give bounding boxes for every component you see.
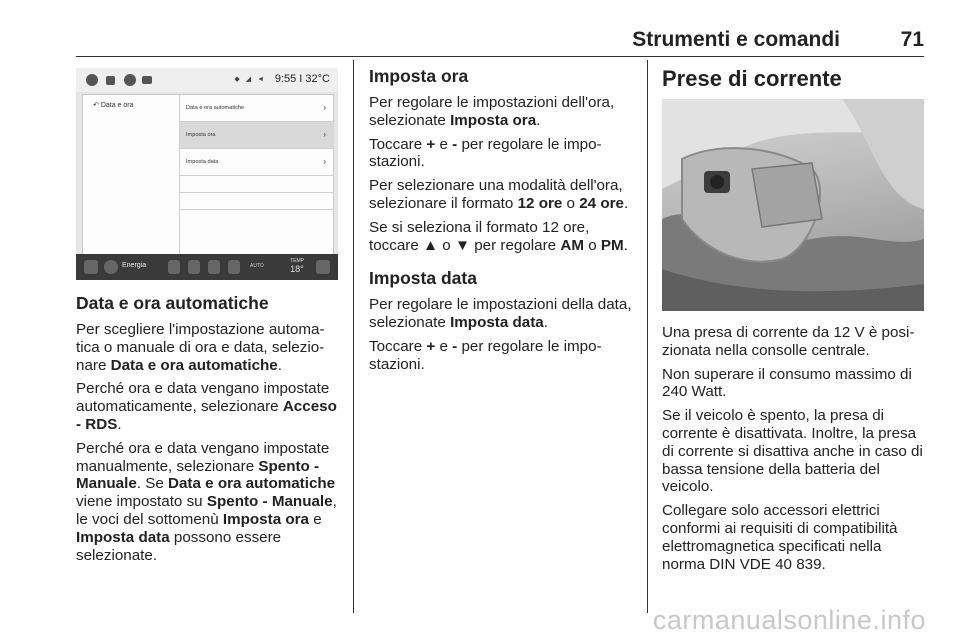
paragraph: Per regolare le impostazioni dell'ora, selezionate Imposta ora.: [369, 94, 615, 129]
apps-icon: [106, 76, 115, 85]
paragraph: Una presa di corrente da 12 V è posi-zionata nella consolle centrale.: [662, 324, 915, 359]
energy-label: Energia: [122, 262, 147, 269]
screen-row: Imposta data ›: [180, 149, 334, 176]
column-divider: [647, 60, 648, 613]
ac-icon: [228, 260, 240, 274]
screen-row: Data e ora automatiche ›: [180, 95, 334, 122]
column-2: [369, 66, 635, 380]
infotainment-screen-image: [76, 68, 338, 280]
column-1: [76, 293, 342, 570]
paragraph: Non superare il consumo massimo di 240 Watt.: [662, 365, 912, 401]
defrost-icon: [208, 260, 220, 274]
screen-status-bar: [76, 68, 338, 92]
chevron-right-icon: ›: [323, 157, 326, 166]
phone-icon: [142, 76, 152, 84]
page-header: [76, 26, 924, 56]
signal-icons: ◆ ◢ ◄: [234, 76, 266, 83]
screen-row-empty: [180, 193, 334, 210]
paragraph: Se il veicolo è spento, la presa di corrente è disattivata. Inoltre, la presa di corrente si disattiva anche in caso di bassa tensione della batteria del veicolo.: [662, 407, 923, 496]
section-heading: Imposta data: [369, 268, 477, 289]
screen-climate-bar: [76, 254, 338, 280]
section-heading: Imposta ora: [369, 66, 469, 86]
seat-heat-icon: [316, 260, 330, 274]
chevron-right-icon: ›: [323, 103, 326, 112]
fan-icon: [168, 260, 180, 274]
watermark: carmanualsonline.info: [652, 605, 926, 635]
screen-panel: [82, 94, 334, 256]
chevron-right-icon: ›: [323, 130, 326, 139]
paragraph: Collegare solo accessori elettrici conformi ai requisiti di compatibilità elettromagnetica specificati nella norma DIN VDE 40 839.: [662, 502, 898, 573]
paragraph: Se si seleziona il formato 12 ore, toccare ▲ o ▼ per regolare AM o PM.: [369, 218, 628, 254]
screen-row-empty: [180, 176, 334, 193]
section-title: Strumenti e comandi: [632, 28, 840, 51]
seat-icon: [84, 260, 98, 274]
paragraph: Perché ora e data vengano impostate manualmente, selezionare Spento - Manuale. Se Data e ora automatiche viene impostato su Spento - Manuale, le voci del sottomenù Imposta ora e Imposta data possono essere selezionate.: [76, 439, 337, 564]
energy-icon: [104, 260, 118, 274]
temp-readout: TEMP 18°: [290, 258, 304, 274]
power-outlet-illustration: [662, 99, 924, 311]
media-icon: [124, 74, 136, 86]
section-heading: Data e ora automatiche: [76, 293, 269, 313]
airflow-icon: [188, 260, 200, 274]
paragraph: Per scegliere l'impostazione automa-tica o manuale di ora e data, selezio-nare Data e ora automatiche.: [76, 321, 325, 374]
column-divider: [353, 60, 354, 613]
power-outlet-photo: [662, 99, 924, 311]
home-icon: [86, 74, 98, 86]
auto-label: AUTO: [250, 263, 264, 269]
paragraph: Per selezionare una modalità dell'ora, selezionare il formato 12 ore o 24 ore.: [369, 177, 629, 212]
paragraph: Perché ora e data vengano impostate automaticamente, selezionare Acceso - RDS.: [76, 380, 337, 433]
screen-back-label: ↶ Data e ora: [93, 102, 134, 109]
screen-clock: 9:55 I 32°C: [274, 73, 330, 85]
paragraph: Per regolare le impostazioni della data, selezionate Imposta data.: [369, 296, 632, 332]
screen-row: Imposta ora ›: [180, 122, 334, 149]
header-rule: [76, 56, 924, 57]
column-3-text: [662, 324, 928, 579]
column-3: [662, 66, 928, 92]
page-number: 71: [900, 28, 924, 51]
screen-menu-list: [179, 95, 334, 255]
paragraph: Toccare + e - per regolare le impo-stazioni.: [369, 135, 602, 171]
section-heading: Prese di corrente: [662, 66, 842, 91]
paragraph: Toccare + e - per regolare le impo-stazioni.: [369, 337, 602, 373]
